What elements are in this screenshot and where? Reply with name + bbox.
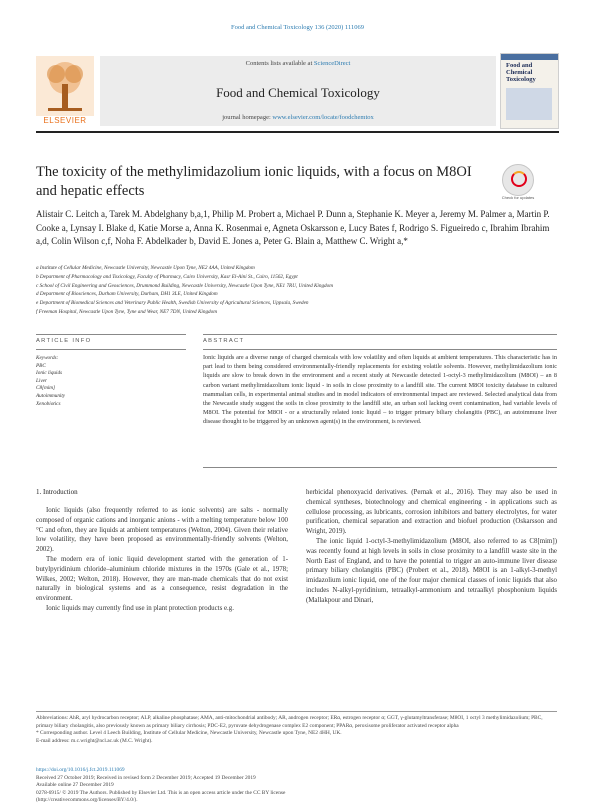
author-list: Alistair C. Leitch a, Tarek M. Abdelghany b,a,1, Philip M. Probert a, Michael P. Dunn a, Stephanie K. Meyer a, Jeremy M. Palmer a, Martin P. Cooke a, Lynsay I. Blake d, Katie Morse a, Anna K. Rosenmai e, Agneta Oskarsson e, Lucy Bates f, Rodrigo S. Figueiredo c, Ibrahim Ibrahim a,d, Colin Wilson c,f, Noha F. Abdelkader b, David E. Jones a, Peter G. Blain a, Matthew C. Wright a,*	[36, 209, 550, 246]
affiliation-item: b Department of Pharmacology and Toxicology, Faculty of Pharmacy, Cairo University, Kasr El-Aini St., Cairo, 11562, Egypt	[36, 273, 298, 280]
license-line: 0278-6915/ © 2019 The Authors. Published by Elsevier Ltd. This is an open access article under the CC BY license	[36, 789, 286, 796]
journal-cover-thumbnail	[500, 53, 559, 129]
article-meta	[36, 767, 557, 805]
publisher-name: ELSEVIER	[43, 116, 87, 125]
affiliations	[36, 264, 556, 317]
doi-link[interactable]: https://doi.org/10.1016/j.fct.2019.111069	[36, 767, 125, 773]
check-ring-icon	[511, 171, 527, 187]
affiliation-item: e Department of Biomedical Sciences and Veterinary Public Health, Swedish University of Agricultural Sciences, Uppsala, Sweden	[36, 300, 309, 307]
affiliation-item: d Department of Biosciences, Durham University, Durham, DH1 3LE, United Kingdom	[36, 291, 218, 298]
footnotes	[36, 715, 557, 745]
abstract-rule-end	[203, 467, 557, 468]
email-footnote[interactable]: E-mail address: m.c.wright@ncl.ac.uk (M.C. Wright).	[36, 737, 153, 744]
keyword-item: Autoimmunity	[36, 392, 66, 399]
cover-title: Food and Chemical Toxicology	[506, 62, 536, 83]
abstract-heading: ABSTRACT	[203, 338, 245, 344]
banner-divider	[36, 131, 559, 133]
introduction-heading: 1. Introduction	[36, 488, 78, 496]
sciencedirect-link[interactable]: ScienceDirect	[313, 60, 351, 67]
contents-prefix: Contents lists available at	[245, 60, 314, 67]
keywords-heading: Keywords:	[36, 355, 59, 361]
corresponding-author-footnote: * Corresponding author. Level 4 Leech Building, Institute of Cellular Medicine, Newcastle University, Newcastle upon Tyne, NE2 4HH, UK.	[36, 730, 342, 737]
body-column-left	[36, 506, 288, 614]
keyword-item: Ionic liquids	[36, 370, 63, 377]
elsevier-tree-logo	[36, 56, 94, 120]
available-online: Available online 27 December 2019	[36, 782, 114, 789]
cover-header-bar	[501, 54, 558, 60]
affiliation-item: a Institute of Cellular Medicine, Newcastle University, Newcastle Upon Tyne, NE2 4AA, United Kingdom	[36, 265, 255, 271]
contents-line	[100, 60, 496, 67]
keyword-item: C8[mim]	[36, 385, 56, 392]
body-paragraph: The modern era of ionic liquid development started with the generation of 1-butylpyridinium chloride–aluminium chloride mixtures in the 1970s (Gale et al., 1978; Wilkes, 2002; Welton, 2018). However, they are man-made chemicals that do not exist naturally in biological systems and as a consequence, resist degradation in the environment.	[36, 555, 288, 603]
body-paragraph: Ionic liquids (also frequently referred to as ionic solvents) are salts - normally composed of organic cations and inorganic anions - with a melting temperature below 100 °C and often, they are liquids at ambient temperatures (Welton, 2004). Given their relative low volatility, they have been proposed as environmentally-friendly solvents (Welton, 2002).	[36, 507, 288, 554]
body-paragraph: herbicidal phenoxyacid derivatives. (Pernak et al., 2016). They may also be used in chemical syntheses, biotechnology and chemical engineering - in applications such as cellulose processing, as lubricants, corrosion inhibitors and battery electrolytes, for water purification, chemical separation and extraction and biofuel production (Oskarsson and Wright, 2019).	[306, 489, 557, 536]
keyword-item: Liver	[36, 377, 47, 384]
article-info-rule-top	[36, 334, 186, 335]
journal-title: Food and Chemical Toxicology	[216, 85, 380, 100]
body-column-right	[306, 488, 557, 606]
body-paragraph: Ionic liquids may currently find use in plant protection products e.g.	[46, 604, 234, 612]
check-for-updates-icon[interactable]	[502, 164, 534, 196]
keyword-item: PBC	[36, 362, 46, 369]
license-url[interactable]: (http://creativecommons.org/licenses/BY/4.0/).	[36, 797, 138, 804]
article-title: The toxicity of the methylimidazolium ionic liquids, with a focus on M8OI and hepatic effects	[36, 164, 472, 199]
affiliation-item: f Freeman Hospital, Newcastle Upon Tyne, Tyne and Wear, NE7 7DN, United Kingdom	[36, 308, 217, 315]
homepage-prefix: journal homepage:	[222, 114, 273, 121]
homepage-link[interactable]: www.elsevier.com/locate/foodchemtox	[272, 114, 374, 121]
cover-image	[506, 88, 552, 120]
abstract-rule-top	[203, 334, 557, 335]
homepage-line	[100, 114, 496, 121]
keywords-block	[36, 355, 186, 408]
footnote-rule	[36, 711, 557, 712]
journal-citation[interactable]: Food and Chemical Toxicology 136 (2020) 111069	[231, 24, 364, 31]
keyword-item: Xenobiotics	[36, 400, 61, 407]
abstract-rule-bottom	[203, 349, 557, 350]
article-info-rule-bottom	[36, 349, 186, 350]
article-info-heading: ARTICLE INFO	[36, 338, 92, 344]
check-for-updates-label[interactable]: Check for updates	[501, 195, 535, 200]
abstract-text: Ionic liquids are a diverse range of charged chemicals with low volatility and often liquids at ambient temperatures. This characteristic has in part lead to them being considered environmentally-friendly replacements for existing volatile solvents. However, methylimidazolium ionic liquids are slow to break down in the environment and a recent study at Newcastle detected 1-octyl-3 methylimidazolium (M8OI) – an 8 carbon variant methylimidazolium ionic liquid - in soils in close proximity to a landfill site. The current M8OI toxicity database in cultured mammalian cells, in experimental animal studies and in model indicators of environmental impact are reviewed. Selected analytical data from the Newcastle study suggest the soils in close proximity to the landfill site, an urban soil lacking overt contamination, had variable levels of M8OI. The potential for M8OI - or a structurally related ionic liquid – to trigger primary biliary cholangitis (PBC), an autoimmune liver disease thought to be triggered by an unknown agent(s) in the environment, is reviewed.	[203, 354, 557, 426]
abbreviations-footnote: Abbreviations: AhR, aryl hydrocarbon receptor; ALP, alkaline phosphatase; AMA, anti-mitochondrial antibody; AR, androgen receptor; ERα, estrogen receptor α; GGT, γ-glutamyltransferase; M8OI, 1 octyl 3 methylimidazolium; PBC, primary biliary cholangitis, also previously known as primary biliary cirrhosis; PDC-E2, pyruvate dehydrogenase complex E2 component; PPARα, peroxisome proliferator activated receptor alpha	[36, 715, 543, 729]
received-dates: Received 27 October 2019; Received in revised form 2 December 2019; Accepted 19 December 2019	[36, 774, 256, 781]
body-paragraph: The ionic liquid 1-octyl-3-methylimidazolium (M8OI, also referred to as C8[mim]) was recently found at high levels in soils in close proximity to a landfill waste site in the North East of England, and to have the potential to trigger an auto-immune liver disease primary biliary cholangitis (PBC) (Probert et al., 2018). M8OI is an 1-alkyl-3-methyl imidazolium ionic liquid, one of the four major chemical classes of ionic liquids that also includes N-alkyl-pyridinium, tetraalkyl-ammonium and tetraalkyl phosphonium liquids (Mallakpour and Dinari,	[306, 537, 557, 604]
affiliation-item: c School of Civil Engineering and Geosciences, Drummond Building, Newcastle University, Newcastle Upon Tyne, NE1 7RU, United Kingdom	[36, 282, 333, 289]
